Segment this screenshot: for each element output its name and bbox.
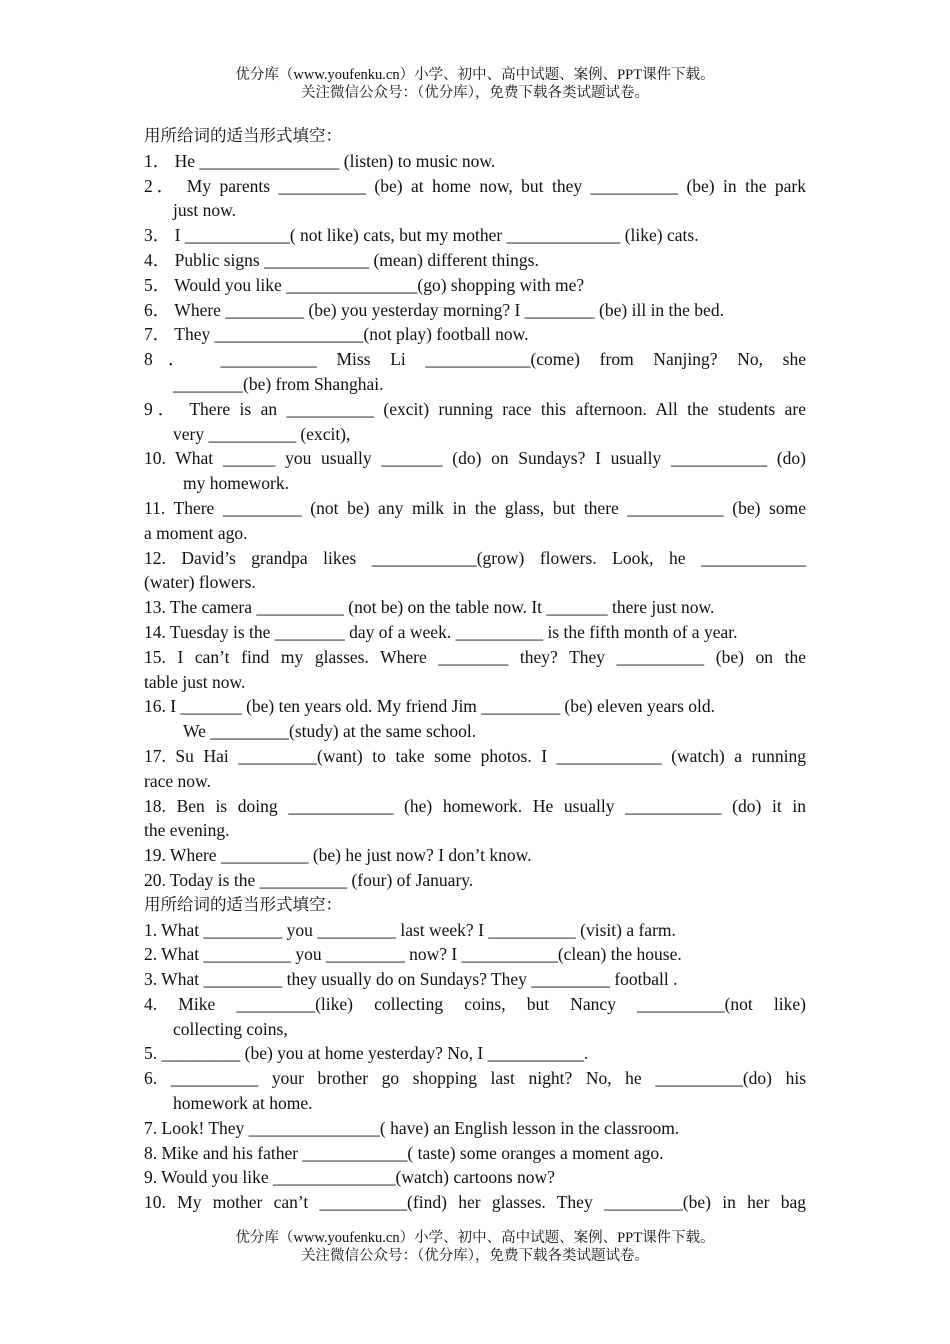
question-line-continued: the evening. xyxy=(144,820,230,841)
question-line: 15. I can’t find my glasses. Where ________ they? They __________ (be) on the xyxy=(144,646,806,667)
page-header xyxy=(0,66,950,102)
question-line: 13. The camera __________ (not be) on the table now. It _______ there just now. xyxy=(144,597,715,618)
question-line: 1． He ________________ (listen) to music now. xyxy=(144,150,496,171)
question-line-continued: very __________ (excit), xyxy=(173,423,351,444)
question-line-continued: (water) flowers. xyxy=(144,572,256,593)
question-line: 2． My parents __________ (be) at home now, but they __________ (be) in the park xyxy=(144,175,806,196)
question-line: 16. I _______ (be) ten years old. My friend Jim _________ (be) eleven years old. xyxy=(144,696,716,717)
question-line-continued: collecting coins, xyxy=(173,1018,288,1039)
question-line: 20. Today is the __________ (four) of January. xyxy=(144,869,474,890)
question-line: 17. Su Hai _________(want) to take some photos. I ____________ (watch) a running xyxy=(144,745,806,766)
question-line: 6. __________ your brother go shopping last night? No, he __________(do) his xyxy=(144,1068,806,1089)
question-line: 1. What _________ you _________ last week? I __________ (visit) a farm. xyxy=(144,919,676,940)
section-1-heading: 用所给词的适当形式填空： xyxy=(144,126,342,145)
footer-line-1: 优分库（www.youfenku.cn）小学、初中、高中试题、案例、PPT课件下载。 xyxy=(235,1230,715,1246)
question-line: 10. What ______ you usually _______ (do) on Sundays? I usually ___________ (do) xyxy=(144,448,806,469)
question-line: 5． Would you like _______________(go) shopping with me? xyxy=(144,274,585,295)
footer-line-2: 关注微信公众号：（优分库），免费下载各类试题试卷。 xyxy=(301,1248,649,1264)
section-2-heading: 用所给词的适当形式填空： xyxy=(144,894,342,914)
header-line-1: 优分库（www.youfenku.cn）小学、初中、高中试题、案例、PPT课件下载。 xyxy=(235,67,715,83)
question-line: 10. My mother can’t __________(find) her glasses. They _________(be) in her bag xyxy=(144,1192,806,1213)
question-line: 8． ___________ Miss Li ____________(come) from Nanjing? No, she xyxy=(144,349,806,370)
question-line: 4. Mike _________(like) collecting coins, but Nancy __________(not like) xyxy=(144,993,806,1014)
question-line-continued: just now. xyxy=(173,200,237,221)
question-line: 8. Mike and his father ____________( taste) some oranges a moment ago. xyxy=(144,1142,664,1163)
question-line-continued: my homework. xyxy=(183,473,289,494)
question-line: 6． Where _________ (be) you yesterday morning? I ________ (be) ill in the bed. xyxy=(144,299,724,320)
question-line: 4． Public signs ____________ (mean) different things. xyxy=(144,249,539,270)
question-line: 14. Tuesday is the ________ day of a week. __________ is the fifth month of a year. xyxy=(144,621,738,642)
question-line-continued: a moment ago. xyxy=(144,522,248,543)
worksheet-body xyxy=(144,124,806,1215)
question-line: 18. Ben is doing ____________ (he) homework. He usually ___________ (do) it in xyxy=(144,795,806,816)
question-line: 3. What _________ they usually do on Sundays? They _________ football . xyxy=(144,969,678,990)
question-line: 5. _________ (be) you at home yesterday? No, I ___________. xyxy=(144,1043,589,1064)
question-line: 9． There is an __________ (excit) running race this afternoon. All the students are xyxy=(144,398,806,419)
question-line-continued: We _________(study) at the same school. xyxy=(183,721,477,742)
question-line-continued: ________(be) from Shanghai. xyxy=(173,373,384,394)
question-line: 7. Look! They _______________( have) an English lesson in the classroom. xyxy=(144,1117,680,1138)
page-footer xyxy=(0,1229,950,1265)
question-line: 7． They _________________(not play) football now. xyxy=(144,324,529,345)
header-line-2: 关注微信公众号：（优分库），免费下载各类试题试卷。 xyxy=(301,85,649,101)
question-line: 3． I ____________( not like) cats, but my mother _____________ (like) cats. xyxy=(144,225,699,246)
question-line: 11. There _________ (not be) any milk in the glass, but there ___________ (be) some xyxy=(144,497,806,518)
question-line-continued: table just now. xyxy=(144,671,246,692)
question-line: 9. Would you like ______________(watch) cartoons now? xyxy=(144,1167,555,1188)
question-line-continued: race now. xyxy=(144,770,211,791)
question-line-continued: homework at home. xyxy=(173,1093,313,1114)
question-line: 12. David’s grandpa likes ____________(grow) flowers. Look, he ____________ xyxy=(144,547,806,568)
question-line: 19. Where __________ (be) he just now? I don’t know. xyxy=(144,845,532,866)
question-line: 2. What __________ you _________ now? I ___________(clean) the house. xyxy=(144,944,682,965)
